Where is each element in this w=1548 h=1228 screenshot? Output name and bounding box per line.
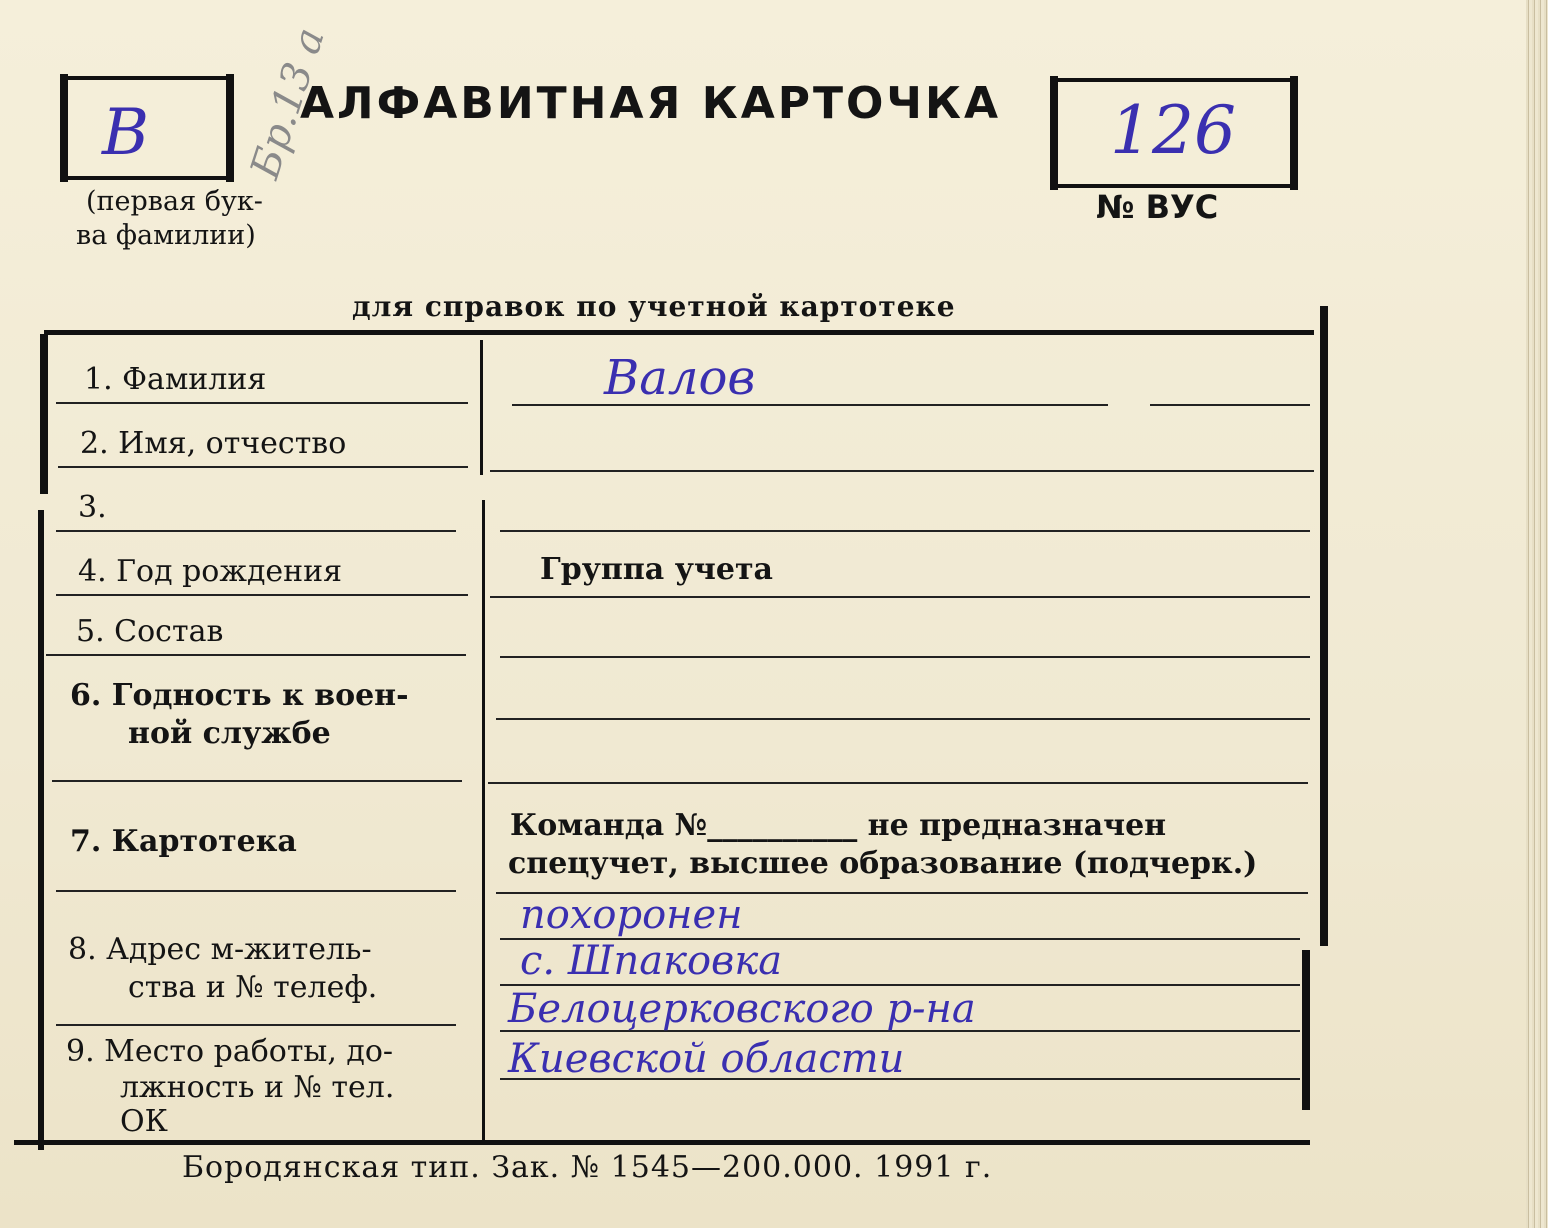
field-address-label-1: 8. Адрес м-житель- xyxy=(68,932,372,967)
row-line xyxy=(56,402,468,404)
row-line xyxy=(488,782,1308,784)
field-fitness-label-1: 6. Годность к воен- xyxy=(70,678,409,713)
field-fitness-label-2: ной службе xyxy=(128,716,331,751)
table-top-border xyxy=(44,330,1314,335)
group-label: Группа учета xyxy=(540,552,773,587)
column-divider-lower xyxy=(482,500,485,1140)
field-address-label-2: ства и № телеф. xyxy=(128,970,378,1005)
row-line xyxy=(56,890,456,892)
vus-value: 126 xyxy=(1110,92,1236,169)
field-file-label: 7. Картотека xyxy=(70,824,297,859)
row-line xyxy=(490,596,1310,598)
surname-value: Валов xyxy=(604,350,756,406)
row-line xyxy=(500,530,1310,532)
card-title: АЛФАВИТНАЯ КАРТОЧКА xyxy=(300,78,1001,129)
command-line-1: Команда №__________ не предназначен xyxy=(510,808,1167,843)
letter-box-value: В xyxy=(102,96,150,170)
row-line xyxy=(46,654,466,656)
field-work-label-2: лжность и № тел. xyxy=(120,1070,395,1105)
row-line xyxy=(56,594,468,596)
letter-box-caption-2: ва фамилии) xyxy=(76,220,256,251)
table-right-border-lower xyxy=(1302,950,1310,1110)
field-composition-label: 5. Состав xyxy=(76,614,224,649)
address-line-2: с. Шпаковка xyxy=(520,938,783,984)
row-line xyxy=(500,656,1310,658)
address-line-4: Киевской области xyxy=(508,1036,905,1082)
row-line xyxy=(56,1024,456,1026)
row-line xyxy=(512,404,1108,406)
row-line xyxy=(56,530,456,532)
vus-caption: № ВУС xyxy=(1096,188,1219,226)
command-line-2: спецучет, высшее образование (подчерк.) xyxy=(508,846,1258,881)
field-name-label: 2. Имя, отчество xyxy=(80,426,347,461)
table-bottom-border xyxy=(14,1140,1310,1145)
archive-stamp-note: Бр.13 а xyxy=(242,22,334,185)
table-left-border-upper xyxy=(40,334,48,494)
row-line xyxy=(1150,404,1310,406)
card-subtitle: для справок по учетной картотеке xyxy=(352,290,956,323)
field-surname-label: 1. Фамилия xyxy=(84,362,267,397)
column-divider-upper xyxy=(480,340,483,475)
row-line xyxy=(58,466,468,468)
field-work-label-3: ОК xyxy=(120,1104,168,1139)
field-birth-year-label: 4. Год рождения xyxy=(78,554,343,589)
table-left-border-lower xyxy=(38,510,44,1150)
table-right-border-upper xyxy=(1320,306,1328,946)
field-3-label: 3. xyxy=(78,490,107,525)
field-work-label-1: 9. Место работы, до- xyxy=(66,1034,394,1069)
row-line xyxy=(490,470,1314,472)
row-line xyxy=(496,718,1310,720)
row-line xyxy=(52,780,462,782)
card-edge xyxy=(1526,0,1548,1228)
address-line-3: Белоцерковского р-на xyxy=(508,986,976,1032)
address-line-1: похоронен xyxy=(520,892,743,938)
printer-imprint: Бородянская тип. Зак. № 1545—200.000. 1991 г. xyxy=(182,1150,993,1185)
letter-box-caption-1: (первая бук- xyxy=(86,186,263,217)
